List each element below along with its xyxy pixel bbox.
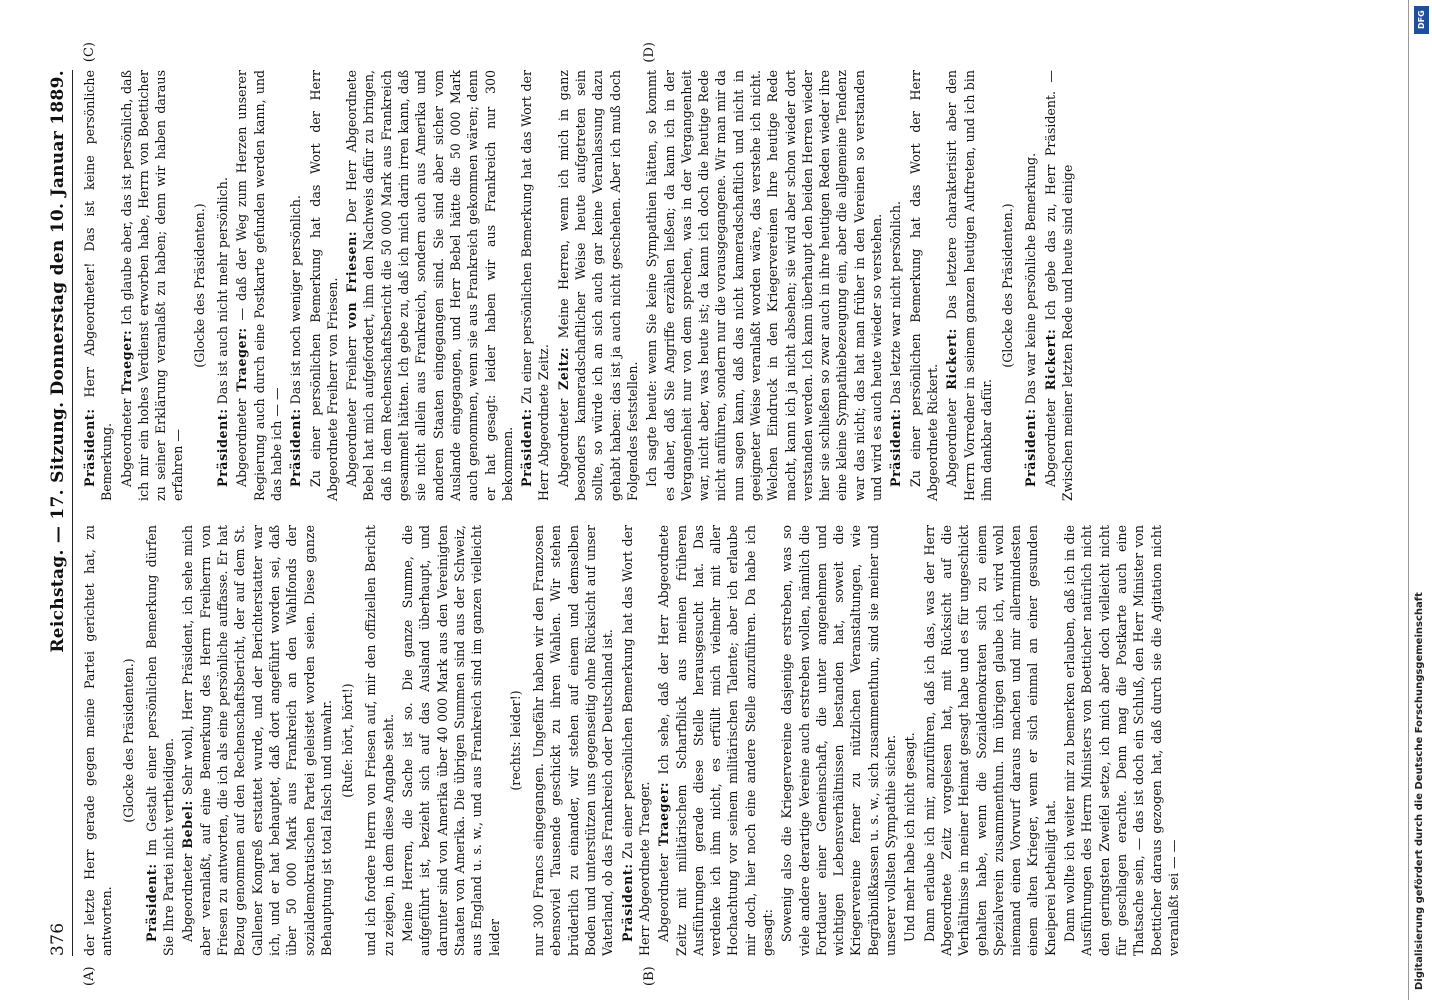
stage-direction: (Glocke des Präsidenten.) bbox=[191, 203, 207, 368]
speech-text: Das letzte war nicht persönlich. bbox=[888, 201, 904, 405]
page-title: Reichstag. — 17. Sitzung. Donnerstag den 10. Januar 1889. bbox=[48, 70, 68, 653]
speech-paragraph bbox=[1042, 70, 1077, 501]
speaker-name: Traeger: bbox=[118, 329, 134, 394]
right-column bbox=[81, 42, 1184, 501]
speaker-prefix: Abgeordneter bbox=[944, 398, 960, 487]
speech-paragraph bbox=[655, 525, 776, 956]
columns bbox=[81, 42, 1184, 986]
text-paragraph: und ich fordere Herrn von Friesen auf, mir den offiziellen Bericht zu zeigen, in dem diese Angabe steht. bbox=[363, 525, 396, 956]
text-paragraph: der letzte Herr gerade gegen meine Partei gerichtet hat, zu antworten. bbox=[82, 525, 115, 956]
speech-text: Zu einer persönlichen Bemerkung hat das Wort der Herr Abgeordnete Traeger. bbox=[619, 525, 652, 956]
speaker-name: Rickert: bbox=[944, 328, 960, 390]
speaker-prefix: Abgeordneter bbox=[234, 398, 250, 487]
margin-marker-a: (A) bbox=[82, 966, 97, 986]
speech-text: Sehr wohl, Herr Präsident, ich sehe mich aber veranlaßt, auf eine Bemerkung des Herrn Freiherrn von Friesen zu antworten, die ich als eine persönliche auffasse. Er hat Bezug genommen auf den Rechenschaftsbericht, der auf dem St. Gallener Kongreß erstattet wurde, und der Berichterstatter war ich, und er hat behauptet, daß dort angeführt worden sei, daß über 50 000 Mark aus Frankreich an den Wahlfonds der sozialdemokratischen Partei geleistet worden seien. Diese ganze Behauptung ist total falsch und unwahr. bbox=[180, 525, 334, 956]
speaker-name: Präsident: bbox=[519, 408, 535, 487]
speaker-prefix: Abgeordneter bbox=[1042, 398, 1058, 487]
speech-paragraph bbox=[555, 70, 641, 501]
speaker-prefix: Abgeordneter bbox=[555, 398, 571, 487]
speaker-name: Präsident: bbox=[82, 408, 97, 487]
speech-paragraph bbox=[81, 70, 116, 501]
scan-edge-line bbox=[1408, 0, 1409, 1000]
speech-text: Das ist noch weniger persönlich. bbox=[288, 195, 304, 405]
speaker-prefix: Abgeordneter bbox=[118, 398, 134, 487]
stage-direction: (rechts: leider!) bbox=[507, 690, 523, 791]
text-paragraph: Dann erlaube ich mir, anzuführen, daß ich das, was der Herr Abgeordnete Zeitz vorgelesen hat, mit Rücksicht auf die Verhältnisse in meiner Heimat gesagt habe und es für ungeschickt gehalten habe, wenn die Sozialdemokraten sich zu einem Spezialverein zusammenthun. Im übrigen glaube ich, wird wohl niemand einen Vorwurf daraus machen und mir allermindesten einem alten Krieger, wenn er sich einmal an einer gesunden Kneiperei betheiligt hat. bbox=[921, 525, 1058, 956]
speech-paragraph bbox=[233, 70, 285, 501]
speech-text: Das war keine persönliche Bemerkung. bbox=[1023, 152, 1039, 405]
speech-paragraph bbox=[518, 70, 553, 501]
speaker-name: Präsident: bbox=[888, 408, 904, 487]
digitization-note: Digitalisierung gefördert durch die Deutsche Forschungsgemeinschaft bbox=[1414, 592, 1425, 990]
digitization-sidebar bbox=[1412, 0, 1432, 1000]
speech-text: Ich glaube aber, das ist persönlich, daß ich mir ein hohes Verdienst erworben habe, Herrn von Boetticher zu seiner Erklärung veranlaßt zu haben; denn wir haben daraus erfahren — bbox=[118, 70, 186, 501]
dfg-logo: DFG bbox=[1414, 6, 1429, 34]
speech-text: Ich sehe, daß der Herr Abgeordnete Zeitz mit militärischem Scharfblick aus meinen früheren Ausführungen gerade diese Stelle herausgesucht hat. Das verdenke ich ihm nicht, es erfüllt mich vielmehr mit aller Hochachtung vor seinem militärischen Talente; aber ich erlaube mir doch, hier noch eine andere Stelle anzuführen. Da habe ich gesagt: bbox=[656, 525, 775, 956]
speech-text: Zu einer persönlichen Bemerkung hat das Wort der Herr Abgeordnete Zeitz. bbox=[519, 70, 552, 501]
speaker-name: Präsident: bbox=[215, 408, 231, 487]
speaker-prefix: Abgeordneter Freiherr bbox=[344, 336, 360, 487]
speaker-name: Präsident: bbox=[619, 863, 635, 942]
speech-text: Im Gestalt einer persönlichen Bemerkung dürfen Sie Ihre Partei nicht vertheidigen. bbox=[143, 525, 177, 956]
speech-text: Meine Herren, wenn ich mich in ganz besonders kameradschaftlicher Weise heute aufgetreten sein sollte, so würde ich an sich auch gar keine Veranlassung dazu gehabt haben: das ist ja auch nicht geschehen. Aber ich muß doch Folgendes feststellen. bbox=[555, 70, 640, 501]
speech-text: — daß der Weg zum Herzen unserer Regierung auch durch eine Postkarte gefunden werden kann, und das habe ich — — bbox=[234, 70, 284, 501]
page-header bbox=[48, 70, 73, 956]
speaker-name: Präsident: bbox=[288, 408, 304, 487]
text-paragraph: nur 300 Francs eingegangen. Ungefähr haben wir den Franzosen ebensoviel Tausende geschickt zu ihren Wahlen. Wir stehen brüderlich zu einander, wir stehen auf einem und demselben Boden und unterstützen uns gegenseitig ohne Rücksicht auf unser Vaterland, ob das Frankreich oder Deutschland ist. bbox=[531, 525, 616, 956]
speech-paragraph bbox=[118, 70, 187, 501]
stage-direction: (Glocke des Präsidenten.) bbox=[120, 658, 136, 823]
margin-marker-b: (B) bbox=[642, 966, 657, 986]
speech-paragraph bbox=[287, 70, 304, 501]
margin-marker-d: (D) bbox=[642, 42, 657, 63]
speech-paragraph bbox=[1022, 70, 1039, 501]
text-paragraph: Dann wollte ich weiter mir zu bemerken erlauben, daß ich in die Ausführungen des Herrn Ministers von Boetticher natürlich nicht den geringsten Zweifel setze, ich mich aber doch vielleicht nicht für geschlagen erachte. Denn mag die Postkarte auch eine Thatsache sein, — das ist doch ein Schluß, den Herr Minister von Boetticher daraus gezogen hat, daß durch sie die Agitation nicht veranlaßt sei — — bbox=[1062, 525, 1181, 956]
speaker-name: Zeitz: bbox=[555, 346, 571, 391]
speaker-prefix: Abgeordneter bbox=[180, 853, 196, 942]
speaker-name: Rickert: bbox=[1042, 328, 1058, 391]
speech-paragraph bbox=[143, 525, 178, 956]
text-paragraph: Zu einer persönlichen Bemerkung hat das Wort der Herr Abgeordnete Freiherr von Friesen. bbox=[307, 70, 340, 501]
page-number: 376 bbox=[48, 922, 68, 956]
speaker-name: Bebel: bbox=[180, 800, 196, 849]
speech-text: Der Herr Abgeordnete Bebel hat mich aufgefordert, ihm den Nachweis dafür zu bringen, daß in dem Rechenschaftsbericht die 50 000 Mark aus Frankreich gesammelt hätten. Ich gebe zu, daß ich mich darin irren kann, daß sie nicht allein aus Frankreich, sondern auch aus Amerika und anderen Staaten eingegangen sind. Sie sind aber sicher vom Auslande eingegangen, und Herr Bebel hätte die 50 000 Mark auch genommen, wenn sie aus Frankreich gekommen wären; denn er hat gesagt: leider haben wir aus Frankreich nur 300 bekommen. bbox=[344, 70, 515, 501]
text-paragraph: Zu einer persönlichen Bemerkung hat das Wort der Herr Abgeordnete Rickert. bbox=[907, 70, 940, 501]
stage-direction: (Glocke des Präsidenten.) bbox=[1000, 203, 1016, 368]
speech-paragraph bbox=[887, 70, 904, 501]
speech-text: Herr Abgeordneter! Das ist keine persönliche Bemerkung. bbox=[82, 70, 115, 501]
margin-marker-c: (C) bbox=[82, 42, 97, 63]
text-paragraph: Meine Herren, die Sache ist so. Die ganze Summe, die aufgeführt ist, bezieht sich auf das Ausland überhaupt, und darunter sind von Amerika über 40 000 Mark aus den Vereinigten Staaten von Amerika. Die übrigen Summen sind aus der Schweiz, aus England u. s. w., und aus Frankreich sind im ganzen vielleicht leider bbox=[400, 525, 502, 956]
text-paragraph: Sowenig also die Kriegervereine dasjenige erstreben, was so viele andere derartige Vereine auch erstreben wollen, nämlich die Fortdauer einer Gemeinschaft, die unter angenehmen und wichtigen Lebensverhältnissen bestanden hat, soweit die Kriegervereine ferner zu nützlichen Veranstaltungen, wie Begräbnißkassen u. s. w., sich zusammenthun, sind sie meiner und unserer vollsten Sympathie sicher. bbox=[779, 525, 899, 956]
speech-paragraph bbox=[343, 70, 516, 501]
speaker-name: Traeger: bbox=[234, 327, 250, 392]
speaker-name: Präsident: bbox=[143, 863, 159, 942]
speaker-name: Traeger: bbox=[656, 781, 672, 847]
speech-paragraph bbox=[943, 70, 995, 501]
speaker-prefix: Abgeordneter bbox=[656, 853, 672, 942]
speech-text: Ich gebe das zu, Herr Präsident. — Zwischen meiner letzten Rede und heute sind einige bbox=[1042, 70, 1076, 501]
speaker-name: Präsident: bbox=[1023, 408, 1039, 487]
left-column bbox=[81, 525, 1184, 986]
text-paragraph: Und mehr habe ich nicht gesagt. bbox=[902, 732, 918, 942]
speech-text: Das ist auch nicht mehr persönlich. bbox=[215, 177, 231, 405]
speech-paragraph bbox=[179, 525, 335, 956]
text-paragraph: Ich sagte heute: wenn Sie keine Sympathien hätten, so kommt es daher, daß Sie Angriffe erzählen ließen; da kann ich in der Vergangenheit nur von dem sprechen, was in der Vergangenheit war, nicht aber, was heute ist; da kann ich doch die heutige Rede nicht anführen, sondern nur die vorausgegangene. Wir man mir da nun sagen kann, daß das nicht kameradschaftlich und nicht in geeigneter Weise veranlaßt worden wäre, das verstehe ich nicht. Welchen Eindruck in den Kriegervereinen Ihre heutige Rede macht, kann ich ja nicht absehen; sie wird aber schon wieder dort verstanden werden. Ich kann überhaupt den beiden Herren wieder hier sie schließen so zwar auch in ihre heutigen Reden wieder ihre eine kleine Sympathiebezeugung ein, aber die allgemeine Tendenz war das nicht; das hat man früher in den Vereinen so verstanden und wird es auch heute wieder so verstehen. bbox=[644, 70, 885, 501]
stage-direction: (Rufe: hört, hört!) bbox=[340, 683, 356, 798]
speaker-name: von Friesen: bbox=[344, 230, 360, 329]
speech-paragraph bbox=[214, 70, 231, 501]
speech-paragraph bbox=[619, 525, 654, 956]
speech-text: Das letztere charakterisirt aber den Herrn Vorredner in seinem ganzen heutigen Auftreten, und ich bin ihm dankbar dafür. bbox=[944, 70, 994, 501]
